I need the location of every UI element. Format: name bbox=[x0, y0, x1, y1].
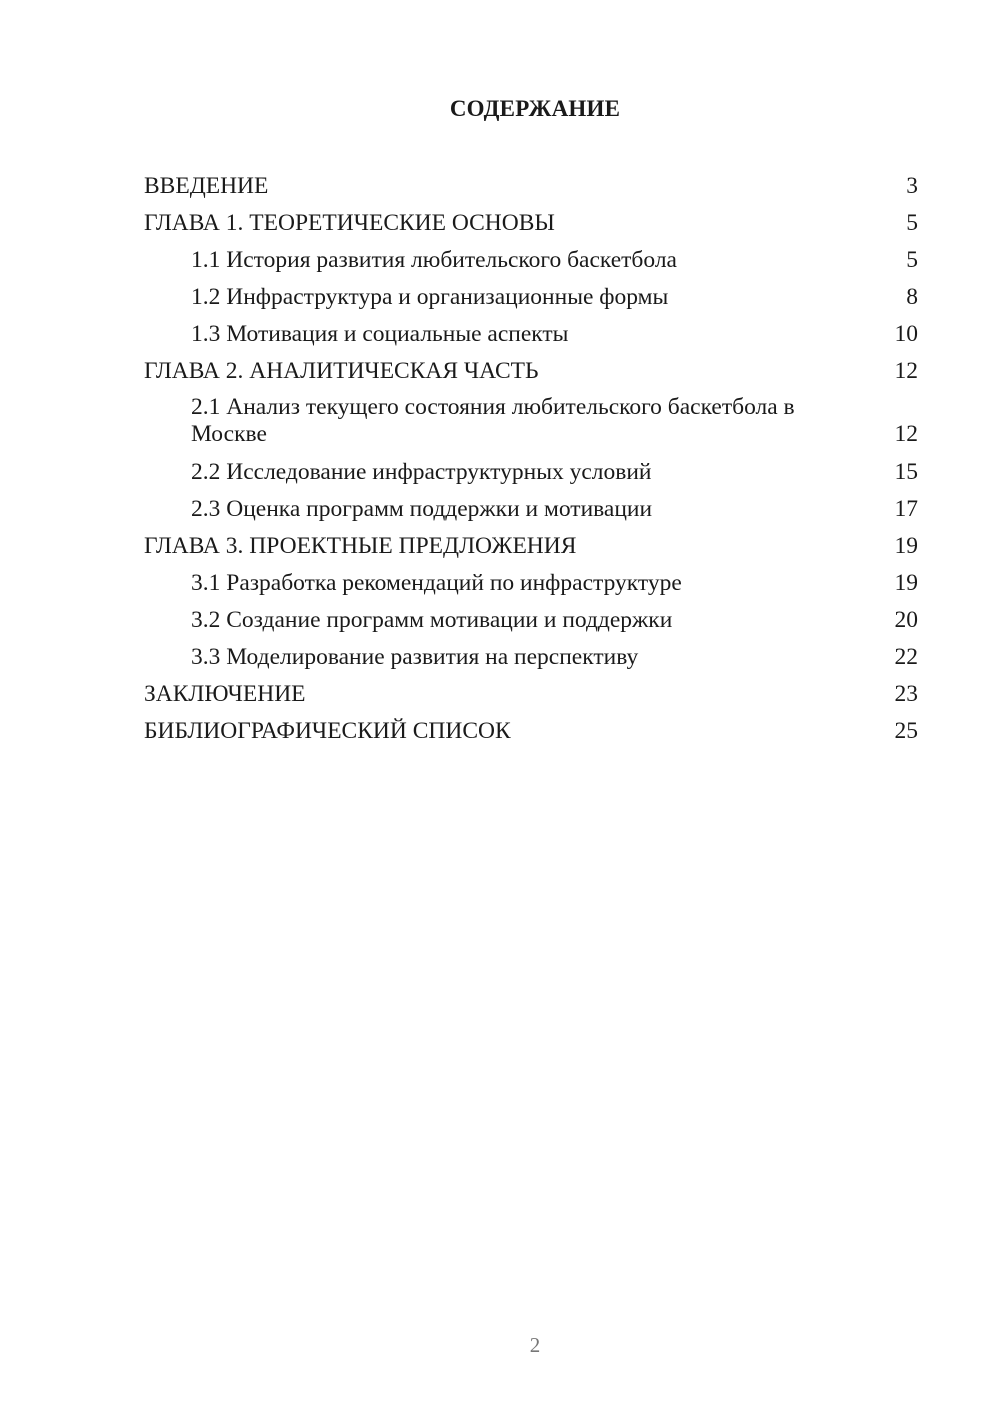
toc-entry-chapter-3[interactable] bbox=[144, 528, 918, 565]
toc-entry-section-3-2[interactable] bbox=[144, 602, 918, 639]
toc-entry-label: ВВЕДЕНИЕ bbox=[144, 173, 269, 199]
toc-entry-section-3-3[interactable] bbox=[144, 639, 918, 676]
toc-entry-label: ГЛАВА 1. ТЕОРЕТИЧЕСКИЕ ОСНОВЫ bbox=[144, 210, 555, 236]
toc-entry-page: 5 bbox=[906, 210, 918, 236]
toc-entry-section-1-3[interactable] bbox=[144, 316, 918, 353]
toc-entry-page: 17 bbox=[894, 496, 918, 522]
toc-entry-page: 19 bbox=[894, 533, 918, 559]
toc-entry-label: 2.1 Анализ текущего состояния любительского баскетбола в Москве bbox=[191, 394, 795, 447]
toc-entry-label: 1.3 Мотивация и социальные аспекты bbox=[191, 321, 569, 347]
toc-entry-label: 3.3 Моделирование развития на перспективу bbox=[191, 644, 639, 670]
page-title: СОДЕРЖАНИЕ bbox=[449, 96, 621, 121]
toc-entry-label: 2.2 Исследование инфраструктурных условий bbox=[191, 459, 652, 485]
toc-entry-page: 3 bbox=[906, 173, 918, 199]
toc-entry-page: 22 bbox=[894, 644, 918, 670]
toc-entry-page: 12 bbox=[894, 358, 918, 384]
toc-entry-section-2-1[interactable] bbox=[144, 390, 918, 454]
toc-entry-page: 23 bbox=[894, 681, 918, 707]
toc-entry-label: ЗАКЛЮЧЕНИЕ bbox=[144, 681, 306, 707]
toc-entry-page: 10 bbox=[894, 321, 918, 347]
toc-entry-page: 19 bbox=[894, 570, 918, 596]
toc-entry-section-3-1[interactable] bbox=[144, 565, 918, 602]
toc-entry-page: 5 bbox=[906, 247, 918, 273]
toc-entry-label: 3.1 Разработка рекомендаций по инфраструктуре bbox=[191, 570, 682, 596]
toc-entry-label: ГЛАВА 3. ПРОЕКТНЫЕ ПРЕДЛОЖЕНИЯ bbox=[144, 533, 577, 559]
toc-entry-label: 2.3 Оценка программ поддержки и мотивации bbox=[191, 496, 653, 522]
toc-entry-section-1-2[interactable] bbox=[144, 279, 918, 316]
toc-entry-page: 15 bbox=[894, 459, 918, 485]
toc-entry-label: 3.2 Создание программ мотивации и поддержки bbox=[191, 607, 673, 633]
toc-entry-label: БИБЛИОГРАФИЧЕСКИЙ СПИСОК bbox=[144, 718, 511, 744]
toc-entry-chapter-1[interactable] bbox=[144, 205, 918, 242]
toc-entry-label: 1.2 Инфраструктура и организационные формы bbox=[191, 284, 669, 310]
toc-entry-chapter-2[interactable] bbox=[144, 353, 918, 390]
toc-entry-conclusion[interactable] bbox=[144, 676, 918, 713]
toc-entry-section-2-3[interactable] bbox=[144, 491, 918, 528]
toc-entry-section-2-2[interactable] bbox=[144, 454, 918, 491]
toc-entry-page: 20 bbox=[894, 607, 918, 633]
toc-entry-label: ГЛАВА 2. АНАЛИТИЧЕСКАЯ ЧАСТЬ bbox=[144, 358, 539, 384]
toc-entry-page: 12 bbox=[894, 421, 918, 447]
toc-entry-page: 8 bbox=[906, 284, 918, 310]
table-of-contents bbox=[144, 168, 918, 750]
toc-entry-section-1-1[interactable] bbox=[144, 242, 918, 279]
page-number: 2 bbox=[529, 1333, 541, 1357]
toc-entry-bibliography[interactable] bbox=[144, 713, 918, 750]
toc-entry-label: 1.1 История развития любительского баскетбола bbox=[191, 247, 677, 273]
toc-entry-page: 25 bbox=[894, 718, 918, 744]
toc-entry-introduction[interactable] bbox=[144, 168, 918, 205]
